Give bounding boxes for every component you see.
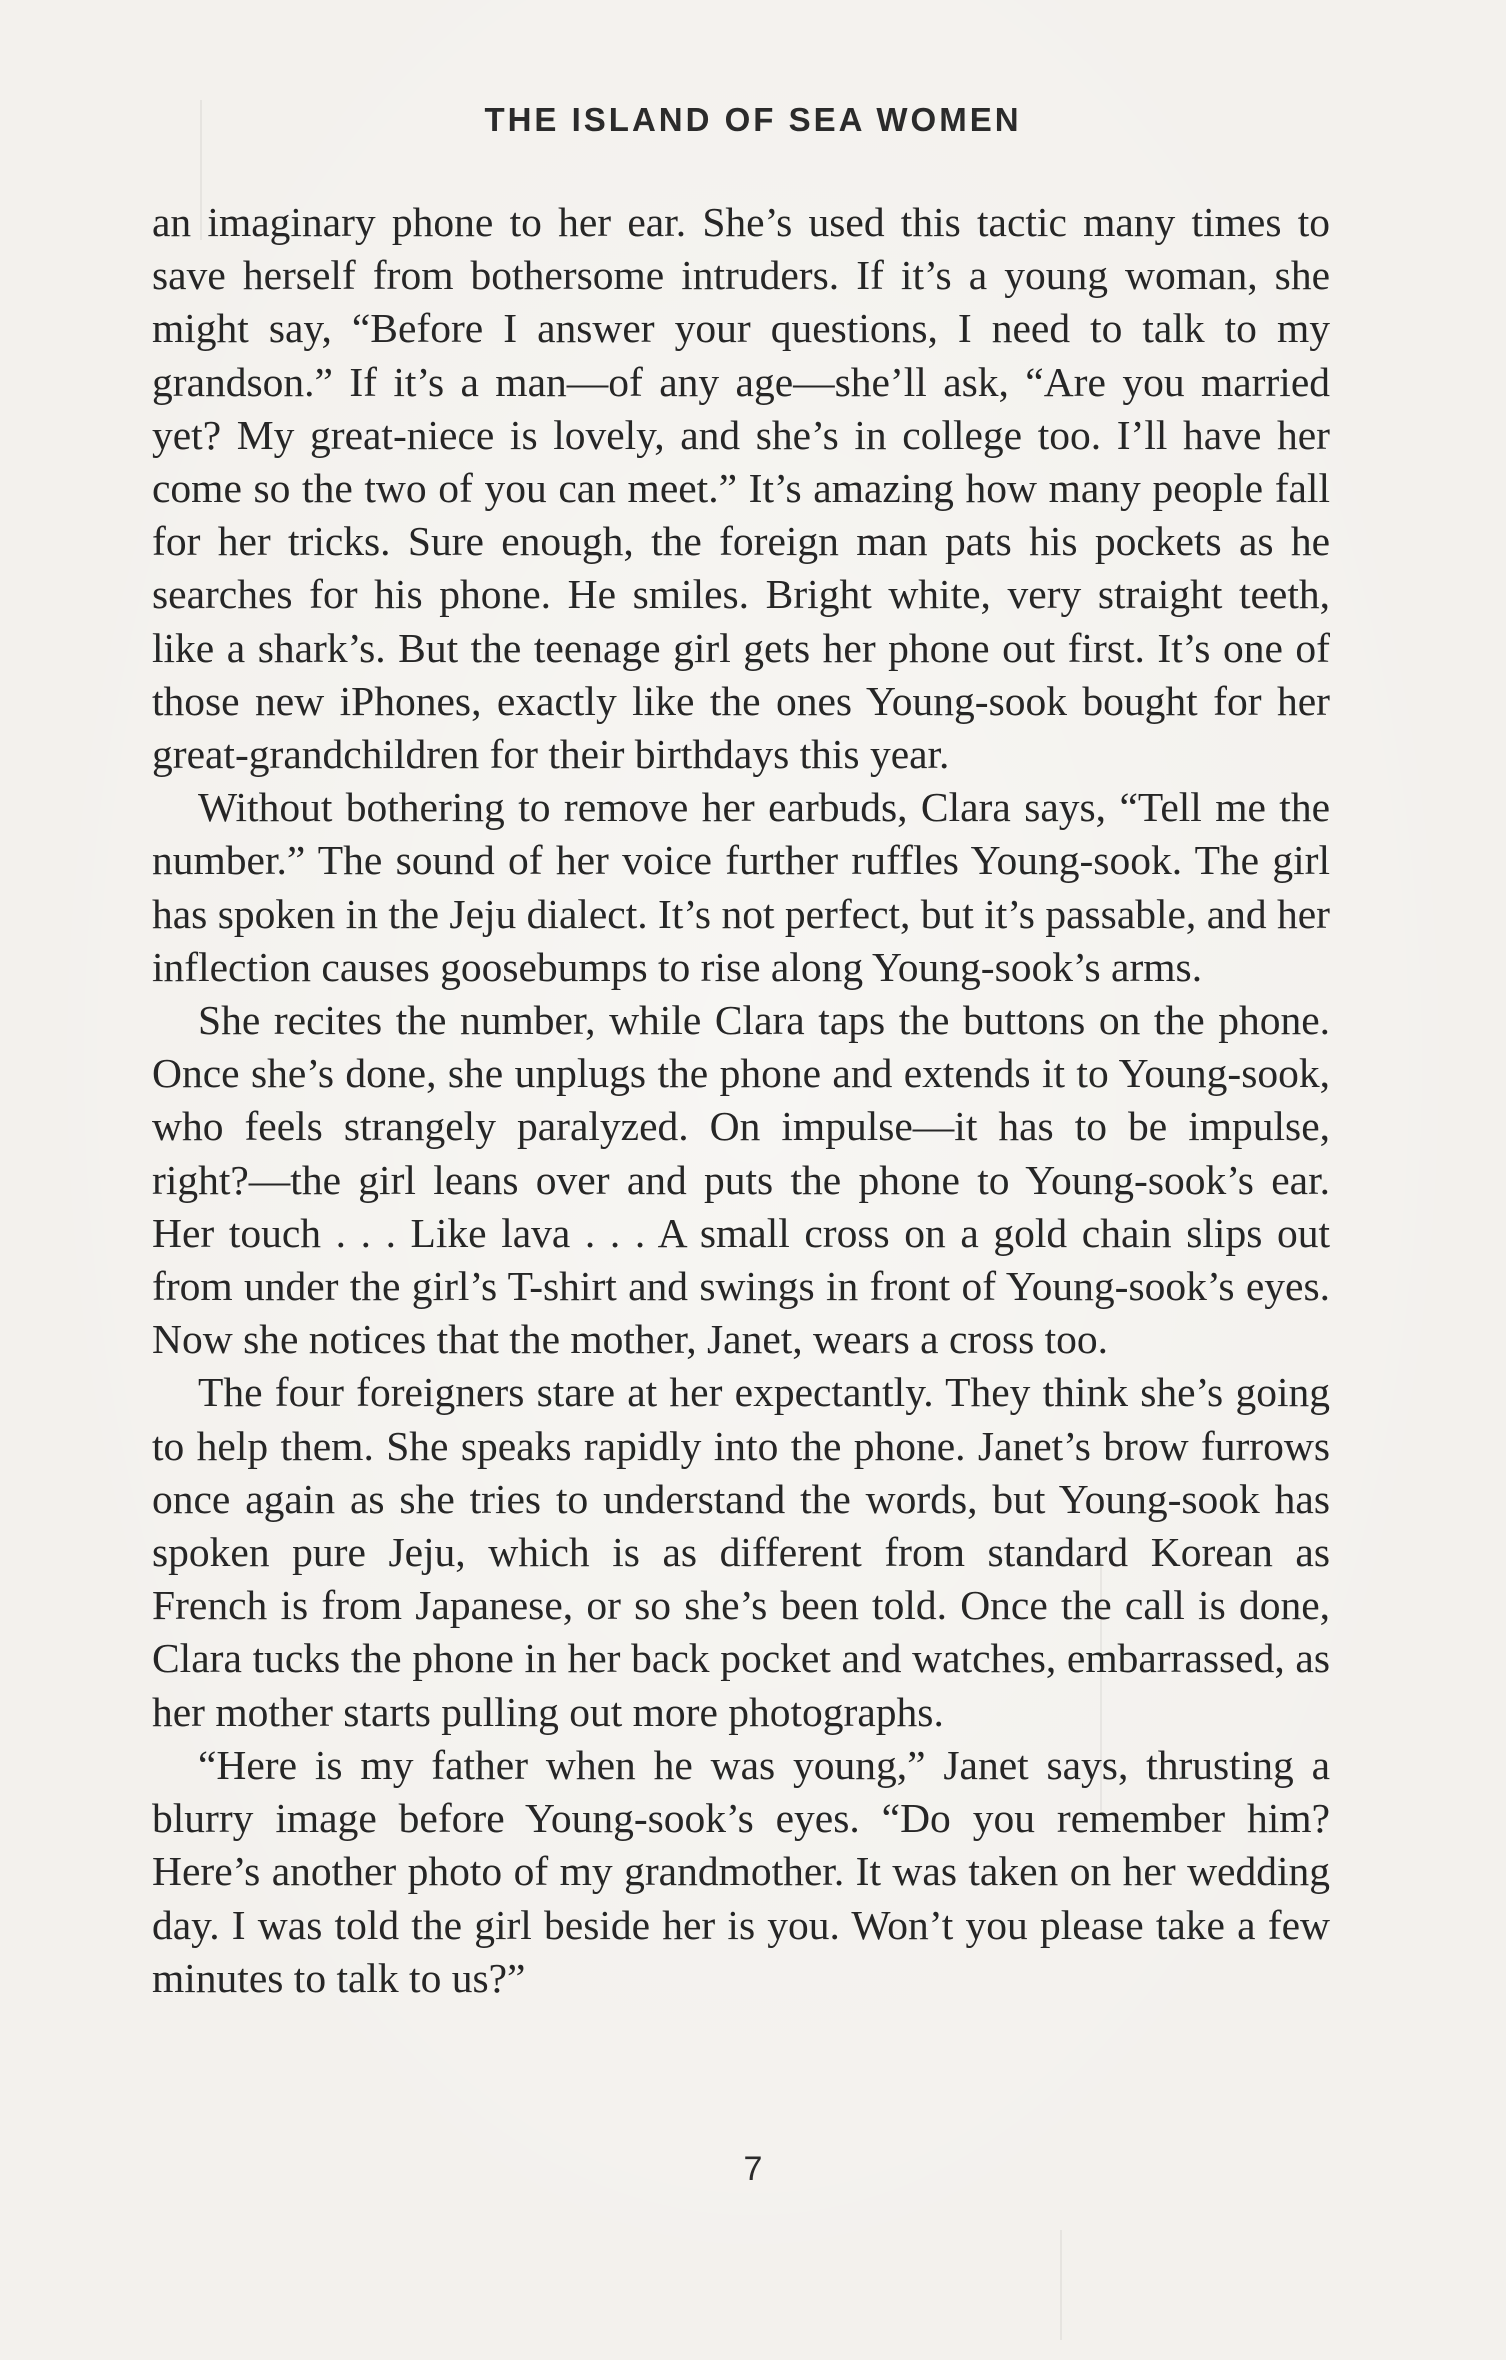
show-through-mark: [1060, 2230, 1062, 2340]
running-head: THE ISLAND OF SEA WOMEN: [484, 101, 1022, 138]
paragraph: “Here is my father when he was young,” Janet says, thrusting a blurry image before Young-sook’s eyes. “Do you remember him? Here’s another photo of my grandmother. It was taken on her wedding day. I was told the girl beside her is you. Won’t you please take a few minutes to talk to us?”: [152, 1741, 1330, 2001]
paragraph-continued: an imaginary phone to her ear. She’s used this tactic many times to save herself from bothersome intruders. If it’s a young woman, she might say, “Before I answer your questions, I need to talk to my grandson.” If it’s a man—of any age—she’ll ask, “Are you married yet? My great-niece is lovely, and she’s in college too. I’ll have her come so the two of you can meet.” It’s amazing how many people fall for her tricks. Sure enough, the foreign man pats his pockets as he searches for his phone. He smiles. Bright white, very straight teeth, like a shark’s. But the teenage girl gets her phone out first. It’s one of those new iPhones, exactly like the ones Young-sook bought for her great-grandchildren for their birthdays this year.: [152, 199, 1330, 778]
paragraph: The four foreigners stare at her expectantly. They think she’s going to help them. She speaks rapidly into the phone. Janet’s brow furrows once again as she tries to understand the words, but Young-sook has spoken pure Jeju, which is as different from standard Korean as French is from Japanese, or so she’s been told. Once the call is done, Clara tucks the phone in her back pocket and watches, embarrassed, as her mother starts pulling out more photographs.: [152, 1369, 1330, 1735]
body-text: [152, 196, 1330, 2005]
paragraph: She recites the number, while Clara taps the buttons on the phone. Once she’s done, she unplugs the phone and extends it to Young-sook, who feels strangely paralyzed. On impulse—it has to be impulse, right?—the girl leans over and puts the phone to Young-sook’s ear. Her touch . . . Like lava . . . A small cross on a gold chain slips out from under the girl’s T-shirt and swings in front of Young-sook’s eyes. Now she notices that the mother, Janet, wears a cross too.: [152, 997, 1330, 1363]
page-number: 7: [743, 2150, 763, 2188]
paragraph: Without bothering to remove her earbuds, Clara says, “Tell me the number.” The sound of her voice further ruffles Young-sook. The girl has spoken in the Jeju dialect. It’s not perfect, but it’s passable, and her inflection causes goosebumps to rise along Young-sook’s arms.: [152, 784, 1330, 990]
